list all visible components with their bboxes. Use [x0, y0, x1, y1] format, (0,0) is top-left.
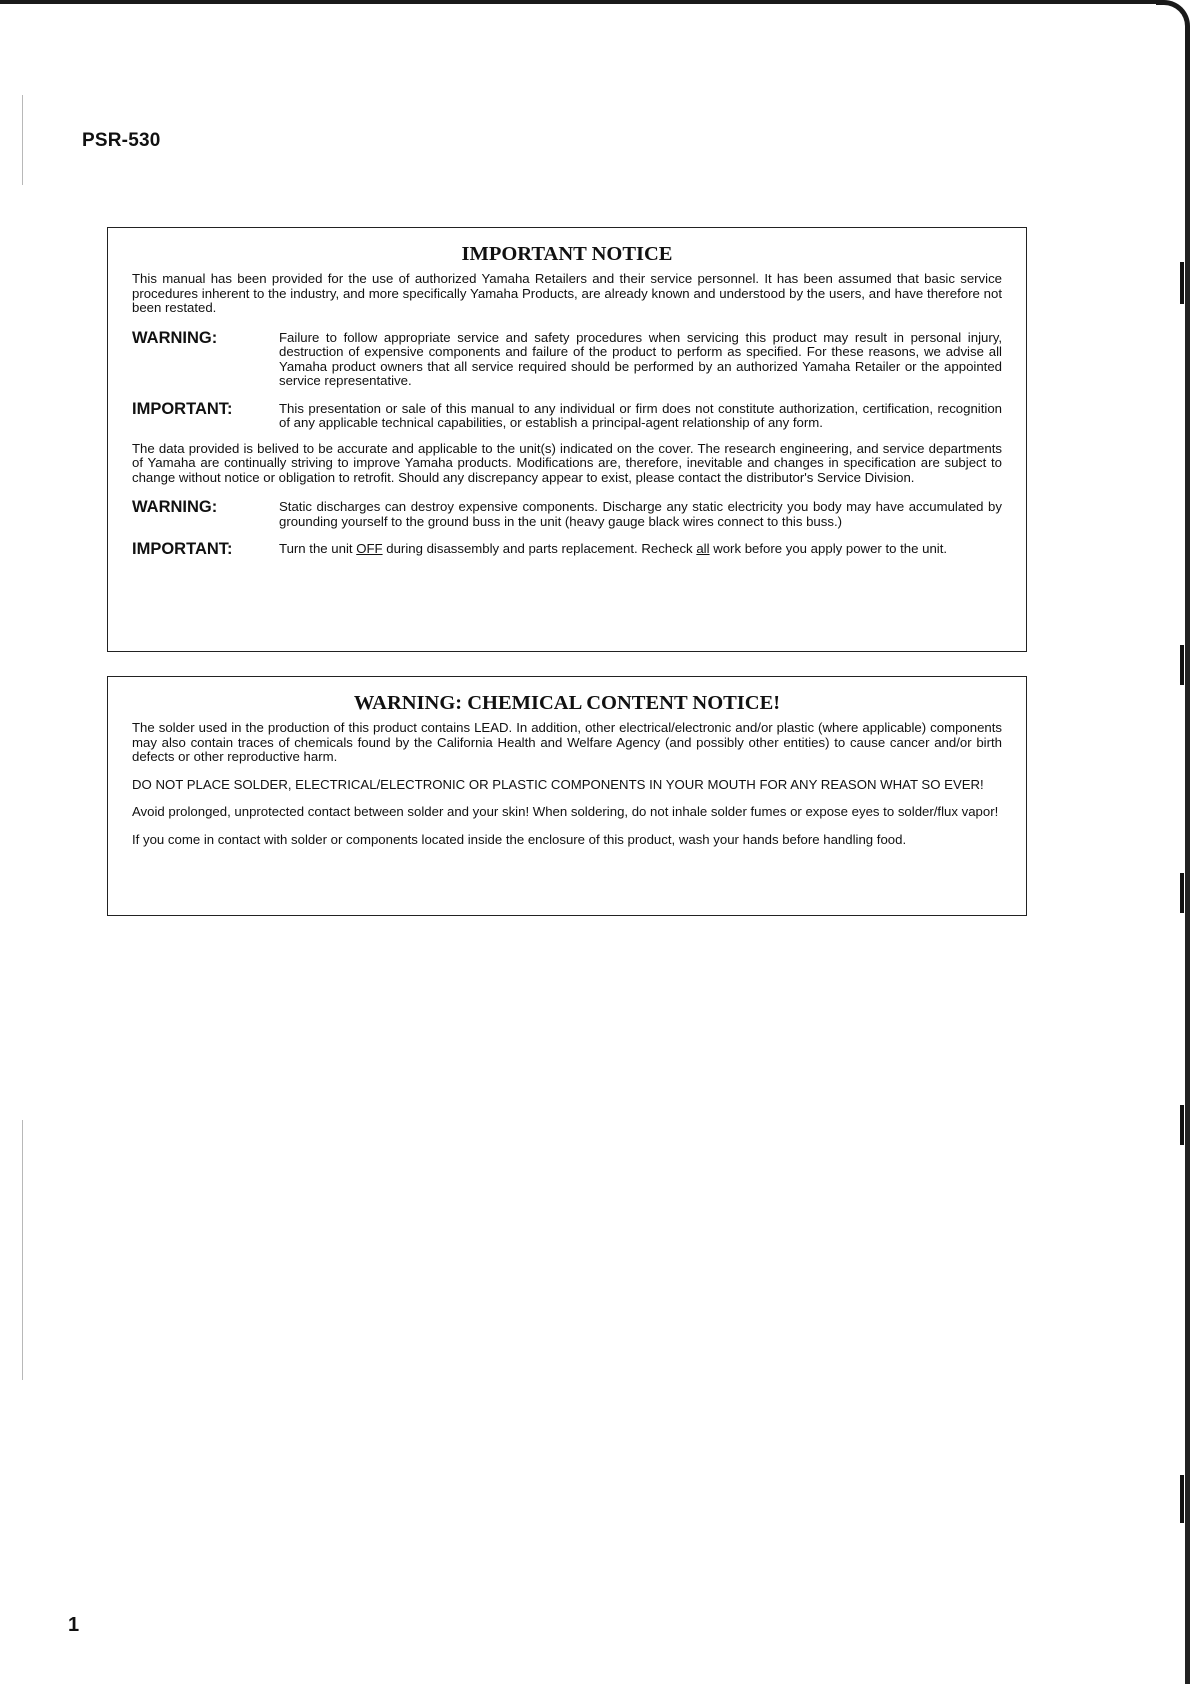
power-off-item [132, 540, 1002, 558]
all-emphasis: all [696, 541, 710, 556]
skin-contact-paragraph: Avoid prolonged, unprotected contact between solder and your skin! When soldering, do not inhale solder fumes or expose eyes to solder/flux vapor! [132, 804, 999, 819]
power-off-text-c: work before you apply power to the unit. [709, 541, 948, 556]
scan-corner [1156, 0, 1190, 70]
scan-mark [1180, 262, 1184, 304]
scan-mark [1180, 1105, 1184, 1145]
chemical-notice-box [107, 676, 1027, 916]
static-warning-label: WARNING: [132, 498, 218, 516]
warning-label: WARNING: [132, 328, 218, 347]
scan-left-line [22, 1120, 23, 1380]
important-label: IMPORTANT: [132, 399, 233, 418]
static-warning-text: Static discharges can destroy expensive components. Discharge any static electricity you body may have accumulated by grounding yourself to the ground buss in the unit (heavy gauge black wires connect to this buss.) [279, 499, 1002, 529]
static-warning-item [132, 498, 1002, 529]
power-off-text-a: Turn the unit [279, 541, 357, 556]
lead-content-paragraph: The solder used in the production of this product contains LEAD. In addition, other electrical/electronic and/or plastic (where applicable) components may also contain traces of chemicals found by the California Health and Welfare Agency (and possibly other entities) to cause cancer and/or birth defects or other reproductive harm. [132, 720, 1002, 764]
scan-mark [1180, 645, 1184, 685]
warning-text: Failure to follow appropriate service and safety procedures when servicing this product may result in personal injury, destruction of expensive components and failure of the product to perform as specified. For these reasons, we advise all Yamaha product owners that all service required should be performed by an authorized Yamaha Retailer or the appointed service representative. [279, 329, 1002, 388]
off-emphasis: OFF [356, 541, 383, 556]
mouth-warning-paragraph: DO NOT PLACE SOLDER, ELECTRICAL/ELECTRONIC OR PLASTIC COMPONENTS IN YOUR MOUTH FOR ANY REASON WHAT SO EVER! [132, 776, 984, 792]
warning-item [132, 329, 1002, 389]
power-off-label: IMPORTANT: [132, 540, 233, 558]
data-accuracy-paragraph: The data provided is belived to be accurate and applicable to the unit(s) indicated on the cover. The research engineering, and service departments of Yamaha are continually striving to improve Yamaha products. Modifications are, therefore, inevitable and changes in specification are subject to change without notice or obligation to retrofit. Should any discrepancy appear to exist, please contact the distributor's Service Division. [132, 440, 1002, 485]
important-notice-title: IMPORTANT NOTICE [461, 243, 673, 265]
scan-top-edge [0, 0, 1160, 4]
power-off-text [279, 540, 1002, 558]
scan-mark [1180, 1475, 1184, 1523]
power-off-text-b: during disassembly and parts replacement. Recheck [382, 541, 697, 556]
page-number: 1 [68, 1614, 80, 1636]
wash-hands-paragraph: If you come in contact with solder or components located inside the enclosure of this product, wash your hands before handling food. [132, 831, 907, 847]
important-notice-box [107, 227, 1027, 652]
chemical-notice-title: WARNING: CHEMICAL CONTENT NOTICE! [353, 692, 781, 714]
scan-right-edge [1185, 70, 1190, 1684]
intro-paragraph: This manual has been provided for the use of authorized Yamaha Retailers and their service personnel. It has been assumed that basic service procedures inherent to the industry, and more specifically Yamaha Products, are already known and understood by the users, and have therefore not been restated. [132, 271, 1002, 315]
important-text: This presentation or sale of this manual to any individual or firm does not constitute authorization, certification, recognition of any applicable technical capabilities, or establish a principal-agent relationship of any form. [279, 400, 1002, 430]
scan-left-line [22, 95, 23, 185]
model-label: PSR-530 [82, 130, 161, 151]
important-item [132, 400, 1002, 431]
scan-mark [1180, 873, 1184, 913]
